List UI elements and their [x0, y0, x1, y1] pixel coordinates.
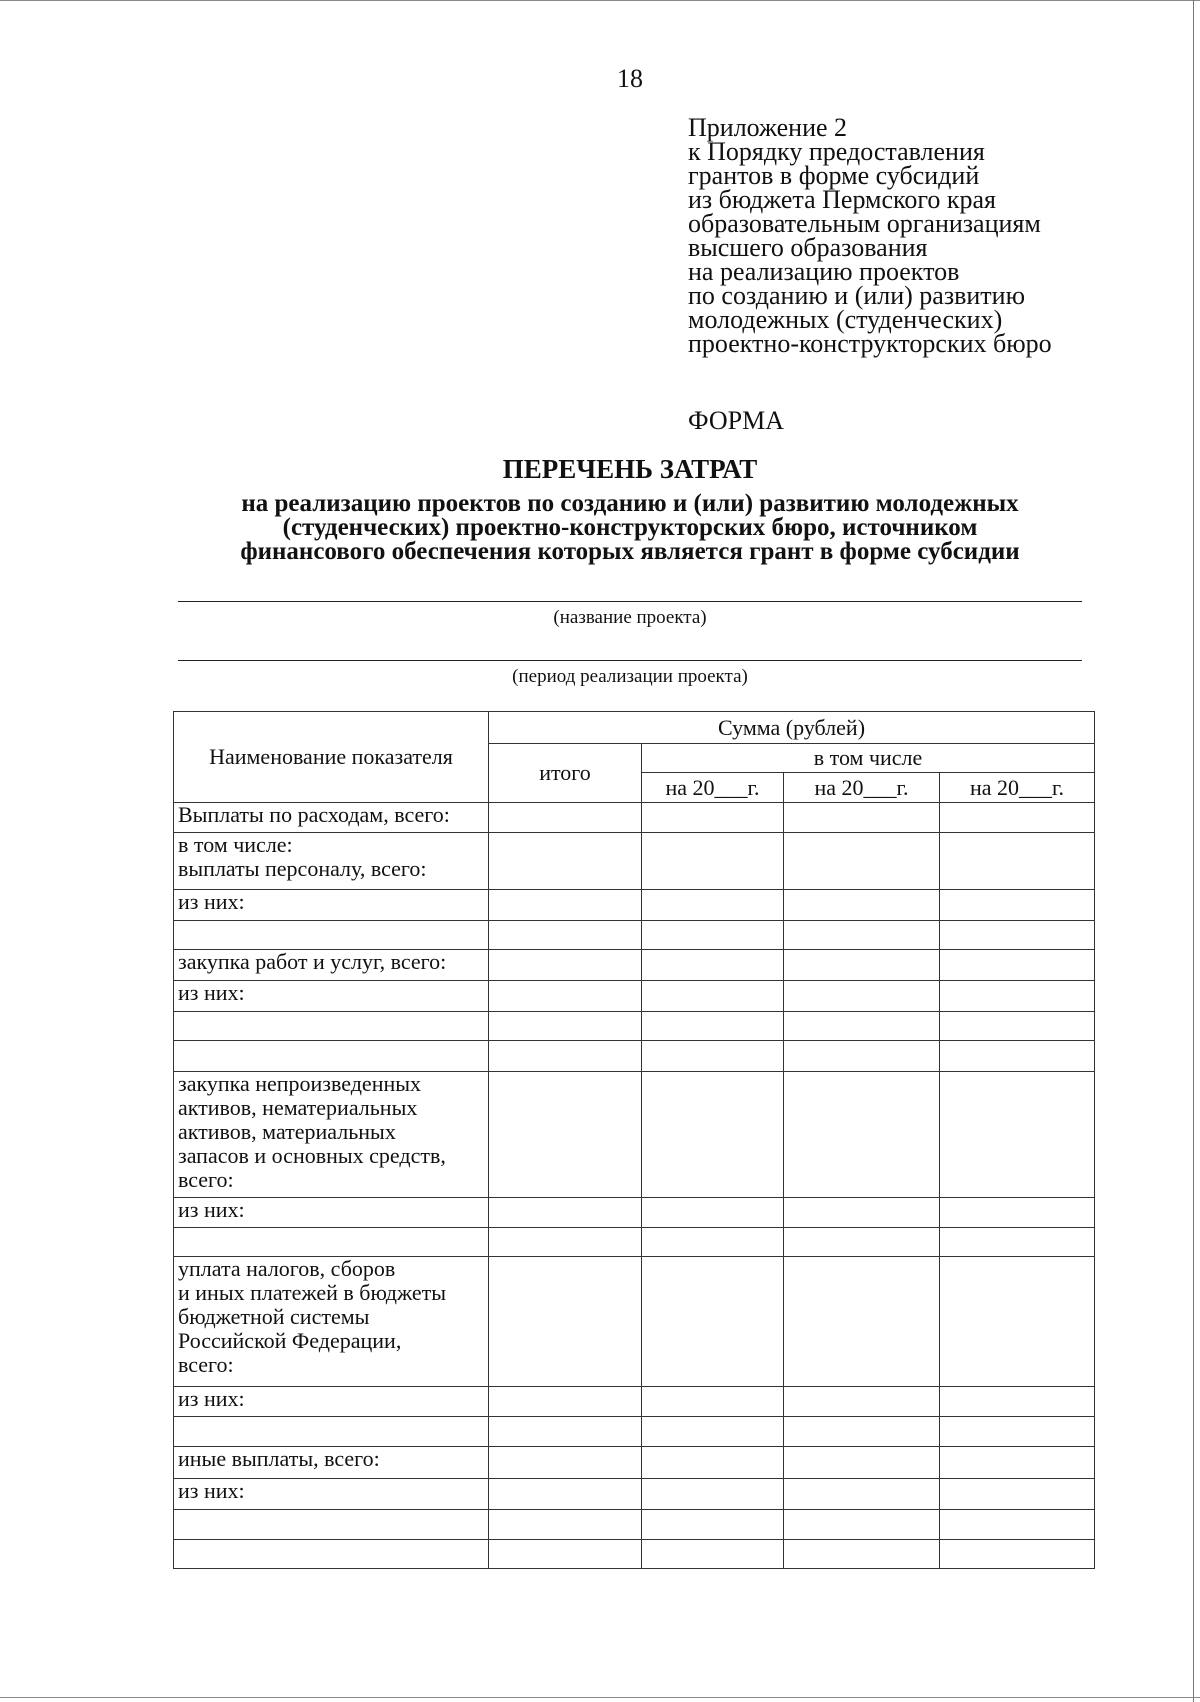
table-row	[174, 1510, 1095, 1540]
cell-year-1[interactable]	[642, 1198, 784, 1228]
cell-year-1[interactable]	[642, 1012, 784, 1041]
cell-year-2[interactable]	[784, 1041, 940, 1072]
table-row	[174, 1540, 1095, 1569]
cell-year-1[interactable]	[642, 1257, 784, 1387]
cell-year-2[interactable]	[784, 950, 940, 981]
cell-year-3[interactable]	[940, 950, 1095, 981]
cell-total[interactable]	[489, 1198, 642, 1228]
table-row	[174, 1257, 1095, 1387]
cell-year-2[interactable]	[784, 1198, 940, 1228]
table-row	[174, 890, 1095, 921]
header-indicator-name: Наименование показателя	[174, 712, 489, 803]
cell-year-1[interactable]	[642, 1387, 784, 1417]
cell-year-3[interactable]	[940, 921, 1095, 950]
header-including: в том числе	[642, 744, 1095, 773]
cell-year-3[interactable]	[940, 1510, 1095, 1540]
form-label: ФОРМА	[688, 406, 784, 435]
row-label: из них:	[174, 1198, 489, 1228]
cell-year-2[interactable]	[784, 1257, 940, 1387]
cell-year-1[interactable]	[642, 1510, 784, 1540]
cell-year-2[interactable]	[784, 833, 940, 890]
cell-year-2[interactable]	[784, 890, 940, 921]
cell-year-3[interactable]	[940, 1228, 1095, 1257]
document-title: ПЕРЕЧЕНЬ ЗАТРАТ	[502, 454, 758, 484]
row-label	[174, 1510, 489, 1540]
costs-table	[173, 711, 1095, 1569]
cell-total[interactable]	[489, 1072, 642, 1198]
cell-year-1[interactable]	[642, 981, 784, 1012]
row-label	[174, 1540, 489, 1569]
cell-year-3[interactable]	[940, 981, 1095, 1012]
page-edge-top	[0, 0, 1200, 1]
cell-year-2[interactable]	[784, 1228, 940, 1257]
row-label	[174, 1012, 489, 1041]
appendix-heading: Приложение 2 к Порядку предоставления грантов в форме субсидий из бюджета Пермского края образовательным организациям высшего образования на реализацию проектов по созданию и (или) развитию молодежных (студенческих) проектно-конструкторских бюро	[688, 113, 1052, 358]
document-subtitle: на реализацию проектов по созданию и (или) развитию молодежных (студенческих) проектно-конструкторских бюро, источником финансового обеспечения которых является грант в форме субсидии	[240, 490, 1020, 565]
table-row	[174, 1387, 1095, 1417]
cell-year-3[interactable]	[940, 1072, 1095, 1198]
cell-year-3[interactable]	[940, 1198, 1095, 1228]
cell-year-3[interactable]	[940, 803, 1095, 833]
cell-total[interactable]	[489, 1479, 642, 1510]
header-total: итого	[489, 744, 642, 803]
cell-total[interactable]	[489, 1510, 642, 1540]
project-period-caption: (период реализации проекта)	[512, 666, 748, 687]
page-edge-bottom	[0, 1697, 1200, 1698]
table-row	[174, 1072, 1095, 1198]
cell-year-2[interactable]	[784, 1417, 940, 1447]
table-row	[174, 950, 1095, 981]
cell-total[interactable]	[489, 981, 642, 1012]
row-label: закупка непроизведенных активов, нематериальных активов, материальных запасов и основных средств, всего:	[174, 1072, 489, 1198]
table-row	[174, 1479, 1095, 1510]
cell-total[interactable]	[489, 1012, 642, 1041]
row-label	[174, 1228, 489, 1257]
cell-total[interactable]	[489, 1387, 642, 1417]
table-row	[174, 1447, 1095, 1479]
cell-year-1[interactable]	[642, 833, 784, 890]
header-year-2: на 20___г.	[784, 773, 940, 803]
cell-year-1[interactable]	[642, 803, 784, 833]
cell-total[interactable]	[489, 1447, 642, 1479]
cell-total[interactable]	[489, 1041, 642, 1072]
cell-total[interactable]	[489, 1417, 642, 1447]
cell-year-3[interactable]	[940, 1540, 1095, 1569]
cell-year-2[interactable]	[784, 1072, 940, 1198]
table-row	[174, 981, 1095, 1012]
cell-year-3[interactable]	[940, 1479, 1095, 1510]
page-number: 18	[617, 64, 643, 93]
cell-total[interactable]	[489, 1257, 642, 1387]
cell-year-3[interactable]	[940, 1417, 1095, 1447]
cell-year-1[interactable]	[642, 1072, 784, 1198]
table-row	[174, 921, 1095, 950]
table-row	[174, 1417, 1095, 1447]
cell-total[interactable]	[489, 1540, 642, 1569]
header-year-1: на 20___г.	[642, 773, 784, 803]
cell-year-2[interactable]	[784, 1387, 940, 1417]
table-row	[174, 1012, 1095, 1041]
cell-year-3[interactable]	[940, 890, 1095, 921]
cell-year-1[interactable]	[642, 921, 784, 950]
project-name-line[interactable]	[178, 601, 1082, 602]
cell-year-1[interactable]	[642, 1540, 784, 1569]
row-label: из них:	[174, 1479, 489, 1510]
cell-year-1[interactable]	[642, 1041, 784, 1072]
cell-year-2[interactable]	[784, 1510, 940, 1540]
cell-year-3[interactable]	[940, 833, 1095, 890]
cell-total[interactable]	[489, 921, 642, 950]
cell-year-1[interactable]	[642, 1228, 784, 1257]
cell-total[interactable]	[489, 950, 642, 981]
row-label: в том числе: выплаты персоналу, всего:	[174, 833, 489, 890]
table-row	[174, 803, 1095, 833]
cell-year-2[interactable]	[784, 1479, 940, 1510]
table-row	[174, 1228, 1095, 1257]
cell-year-2[interactable]	[784, 1012, 940, 1041]
cell-total[interactable]	[489, 890, 642, 921]
project-period-line[interactable]	[178, 660, 1082, 661]
header-year-3: на 20___г.	[940, 773, 1095, 803]
page-edge-right	[1193, 0, 1194, 1702]
cell-year-3[interactable]	[940, 1012, 1095, 1041]
row-label: уплата налогов, сборов и иных платежей в бюджеты бюджетной системы Российской Федерации, всего:	[174, 1257, 489, 1387]
cell-year-1[interactable]	[642, 1479, 784, 1510]
cell-total[interactable]	[489, 803, 642, 833]
row-label: из них:	[174, 981, 489, 1012]
table-row	[174, 1041, 1095, 1072]
table-row	[174, 1198, 1095, 1228]
cell-year-2[interactable]	[784, 1447, 940, 1479]
cell-year-2[interactable]	[784, 803, 940, 833]
cell-year-3[interactable]	[940, 1387, 1095, 1417]
cell-year-3[interactable]	[940, 1257, 1095, 1387]
row-label	[174, 921, 489, 950]
cell-total[interactable]	[489, 833, 642, 890]
cell-year-2[interactable]	[784, 981, 940, 1012]
cell-year-1[interactable]	[642, 1447, 784, 1479]
project-name-caption: (название проекта)	[553, 607, 707, 628]
cell-total[interactable]	[489, 1228, 642, 1257]
row-label: из них:	[174, 890, 489, 921]
row-label: из них:	[174, 1387, 489, 1417]
row-label: Выплаты по расходам, всего:	[174, 803, 489, 833]
cell-year-1[interactable]	[642, 1417, 784, 1447]
cell-year-1[interactable]	[642, 890, 784, 921]
row-label	[174, 1041, 489, 1072]
cell-year-2[interactable]	[784, 921, 940, 950]
table-row	[174, 833, 1095, 890]
cell-year-2[interactable]	[784, 1540, 940, 1569]
row-label: закупка работ и услуг, всего:	[174, 950, 489, 981]
cell-year-3[interactable]	[940, 1447, 1095, 1479]
header-amount: Сумма (рублей)	[489, 712, 1095, 744]
cell-year-1[interactable]	[642, 950, 784, 981]
row-label	[174, 1417, 489, 1447]
cell-year-3[interactable]	[940, 1041, 1095, 1072]
row-label: иные выплаты, всего:	[174, 1447, 489, 1479]
